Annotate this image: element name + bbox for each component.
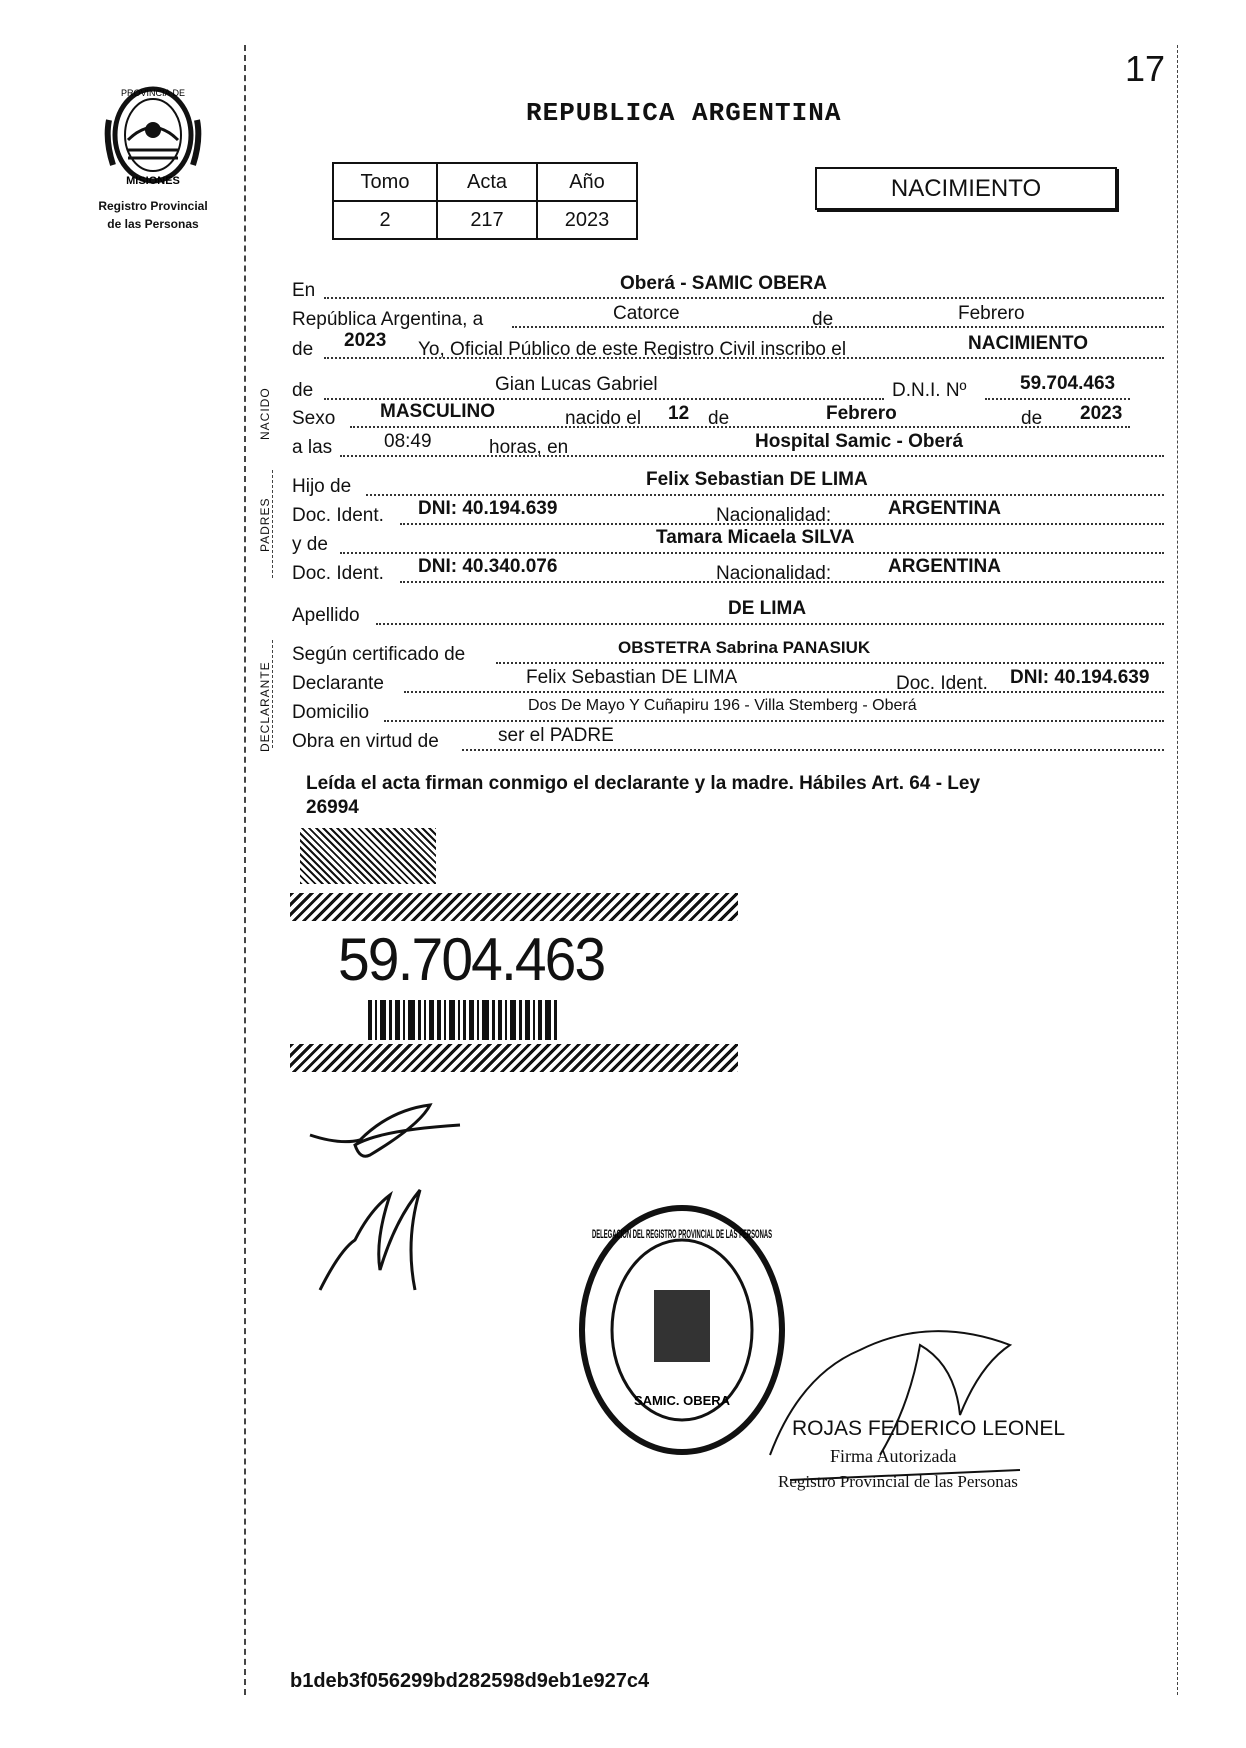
dots [350, 426, 1130, 428]
value-lugar-registro: Oberá - SAMIC OBERA [620, 273, 827, 294]
dots [324, 398, 884, 400]
value-padre: Felix Sebastian DE LIMA [646, 469, 868, 490]
value-dni: 59.704.463 [1020, 373, 1116, 394]
value-anio: 2023 [344, 330, 387, 351]
label-nac-de2: de [1021, 408, 1043, 429]
dots [324, 357, 1164, 359]
value-obra: ser el PADRE [498, 725, 614, 746]
security-pattern-bottom [290, 1044, 738, 1072]
security-pattern-small [300, 828, 436, 884]
dots [512, 326, 1164, 328]
anio-value: 2023 [537, 201, 637, 239]
label-de-nombre: de [292, 380, 314, 401]
label-declarante: Declarante [292, 673, 384, 694]
signatory-name: ROJAS FEDERICO LEONEL [792, 1417, 1066, 1440]
document-title: REPUBLICA ARGENTINA [526, 98, 842, 128]
dni-stamp-number: 59.704.463 [338, 926, 605, 993]
reference-table [332, 162, 638, 240]
dots [400, 523, 1164, 525]
signatory-role: Firma Autorizada [830, 1446, 957, 1466]
label-doc-ident-madre: Doc. Ident. [292, 563, 384, 584]
legal-note-line-2: 26994 [306, 797, 359, 818]
acta-header: Acta [437, 163, 537, 201]
legal-note [306, 772, 1146, 820]
dots [376, 623, 1164, 625]
dots [985, 398, 1130, 400]
label-a-las: a las [292, 437, 333, 458]
dots [340, 455, 1164, 457]
logo-text-bottom: MISIONES [126, 175, 180, 187]
label-nac-de: de [708, 408, 730, 429]
value-nac-dia: 12 [668, 403, 690, 424]
value-domicilio: Dos De Mayo Y Cuñapiru 196 - Villa Stemberg - Oberá [528, 697, 917, 714]
label-doc-ident-padre: Doc. Ident. [292, 505, 384, 526]
tomo-value: 2 [333, 201, 437, 239]
acta-value: 217 [437, 201, 537, 239]
value-madre-doc: DNI: 40.340.076 [418, 556, 558, 577]
side-label-nacido: NACIDO [258, 387, 272, 440]
label-apellido: Apellido [292, 605, 360, 626]
value-nac-anio: 2023 [1080, 403, 1123, 424]
label-yo: Yo, Oficial Público de este Registro Civil inscribo el [418, 339, 847, 360]
value-sexo: MASCULINO [380, 401, 496, 422]
dots [324, 297, 1164, 299]
label-sexo: Sexo [292, 408, 336, 429]
logo-caption-2: de las Personas [107, 217, 199, 231]
label-de-anio: de [292, 339, 314, 360]
value-padre-doc: DNI: 40.194.639 [418, 498, 558, 519]
tomo-header: Tomo [333, 163, 437, 201]
value-declarante-doc: DNI: 40.194.639 [1010, 667, 1150, 688]
label-nacido-el: nacido el [565, 408, 642, 429]
seal-text: DELEGACION DEL REGISTRO PROVINCIAL DE LAS PERSONAS [592, 1227, 772, 1241]
dots [400, 581, 1164, 583]
value-mes: Febrero [958, 303, 1025, 324]
barcode-image [368, 1000, 557, 1040]
anio-header: Año [537, 163, 637, 201]
value-inscribe: NACIMIENTO [968, 333, 1088, 354]
dots [404, 691, 1164, 693]
province-logo [88, 80, 218, 231]
dots [462, 749, 1164, 751]
value-apellido: DE LIMA [728, 598, 807, 619]
value-padre-nac: ARGENTINA [888, 498, 1001, 519]
logo-caption-1: Registro Provincial [98, 199, 208, 213]
label-y-de: y de [292, 534, 328, 555]
logo-text-top: PROVINCIA DE [120, 88, 186, 98]
value-certificado: OBSTETRA Sabrina PANASIUK [618, 638, 871, 657]
dots [496, 662, 1164, 664]
side-divider-padres [272, 470, 273, 578]
security-pattern-top [290, 893, 738, 921]
signatory-registry: Registro Provincial de las Personas [778, 1472, 1018, 1491]
label-de: de [812, 309, 834, 330]
side-label-padres: PADRES [258, 497, 272, 552]
label-certificado: Según certificado de [292, 644, 466, 665]
value-hora: 08:49 [384, 431, 432, 452]
coat-of-arms-icon [103, 80, 203, 190]
label-doc-ident-declarante: Doc. Ident. [896, 673, 988, 694]
value-nac-mes: Febrero [826, 403, 897, 424]
side-divider-declarante [272, 640, 273, 748]
value-declarante: Felix Sebastian DE LIMA [526, 667, 738, 688]
label-nacionalidad-madre: Nacionalidad: [716, 563, 832, 584]
declarant-signature [300, 1100, 480, 1300]
label-dni: D.N.I. Nº [892, 380, 967, 401]
label-hijo-de: Hijo de [292, 476, 352, 497]
value-nombre: Gian Lucas Gabriel [495, 374, 658, 395]
label-en: En [292, 280, 316, 301]
right-margin-line [1177, 45, 1178, 1695]
value-madre: Tamara Micaela SILVA [656, 527, 855, 548]
document-type-box: NACIMIENTO [815, 167, 1117, 210]
seal-place: SAMIC. OBERA [633, 1393, 731, 1408]
left-margin-line [244, 45, 246, 1695]
document-hash: b1deb3f056299bd282598d9eb1e927c4 [290, 1670, 650, 1692]
label-republica: República Argentina, a [292, 309, 484, 330]
value-lugar-nac: Hospital Samic - Oberá [755, 431, 964, 452]
label-obra: Obra en virtud de [292, 731, 439, 752]
dots [384, 720, 1164, 722]
label-domicilio: Domicilio [292, 702, 370, 723]
dots [340, 552, 1164, 554]
dots [366, 494, 1164, 496]
label-nacionalidad-padre: Nacionalidad: [716, 505, 832, 526]
label-horas-en: horas, en [489, 437, 569, 458]
value-madre-nac: ARGENTINA [888, 556, 1001, 577]
value-dia: Catorce [613, 303, 680, 324]
page-number: 17 [1125, 48, 1166, 89]
legal-note-line-1: Leída el acta firman conmigo el declarante y la madre. Hábiles Art. 64 - Ley [306, 773, 981, 794]
official-seal [572, 1200, 792, 1460]
side-label-declarante: DECLARANTE [258, 661, 272, 752]
